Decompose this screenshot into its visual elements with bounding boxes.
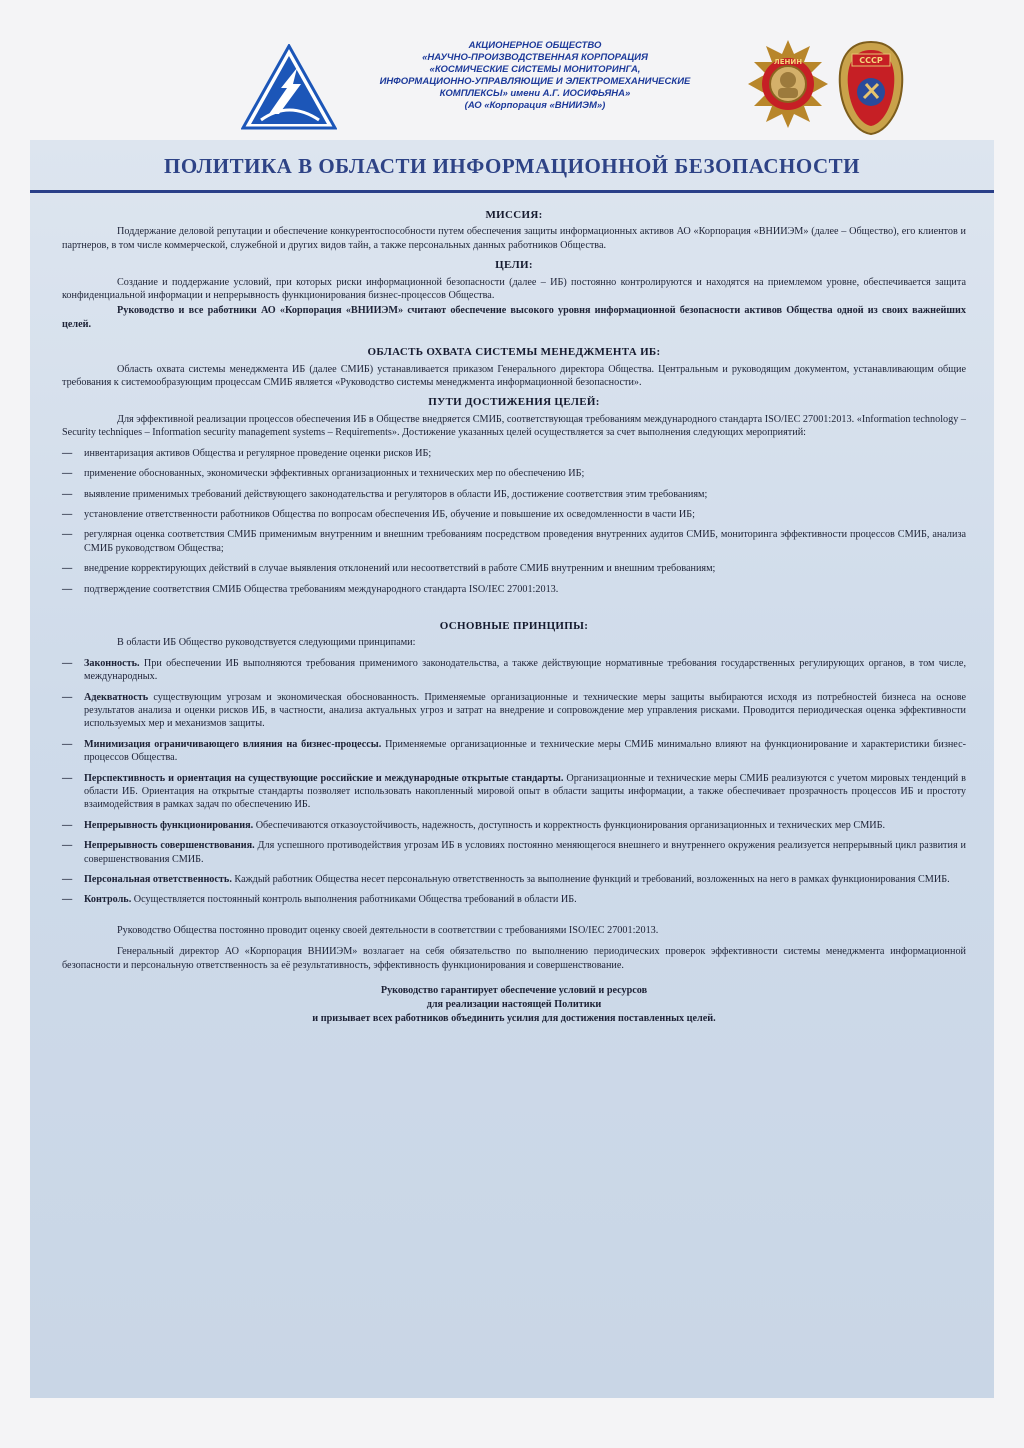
title-bar [30,150,994,190]
svg-text:ЛЕНИН: ЛЕНИН [773,58,803,66]
header [0,30,1024,140]
org-line: «НАУЧНО-ПРОИЗВОДСТВЕННАЯ КОРПОРАЦИЯ [422,52,648,63]
closing-statement-1: Руководство Общества постоянно проводит оценку своей деятельности в соответствии с требованиями ISO/IEC 27001:2013. [117,924,659,936]
goals-bold-statement: Руководство и все работники АО «Корпорация «ВНИИЭМ» считают обеспечение высокого уровня информационной безопасности активов Общества одной из своих важнейших целей. [62,305,966,330]
principle-item [62,691,966,731]
principle-item [62,839,966,866]
scope-heading: ОБЛАСТЬ ОХВАТА СИСТЕМЫ МЕНЕДЖМЕНТА ИБ: [367,346,661,359]
principle-term: Адекватность [84,691,149,703]
principle-term: Персональная ответственность. [84,874,232,886]
principle-term: Контроль. [84,894,132,906]
principle-text: Каждый работник Общества несет персональную ответственность за выполнение функций и требований, возложенных на него в рамках функционирования СМИБ. [231,874,950,886]
title-divider [30,190,994,193]
principle-term: Непрерывность совершенствования. [84,840,255,852]
principle-term: Законность. [84,657,140,669]
footer-line: Руководство гарантирует обеспечение условий и ресурсов [380,985,648,997]
principles-heading: ОСНОВНЫЕ ПРИНЦИПЫ: [439,619,589,632]
principle-text: существующим угрозам и экономическая обоснованность. Применяемые организационные и технические меры защиты выбираются исходя из потребностей бизнеса на основе результатов анализа и оценки рисков ИБ, в частности, анализа актуальных угроз и затрат на внедрение и сопровождение мер управления рисками. Проводится периодическая оценка эффективности используемых мер и механизмов защиты. [84,691,966,730]
org-line: «КОСМИЧЕСКИЕ СИСТЕМЫ МОНИТОРИНГА, [429,64,641,75]
goals-text: Создание и поддержание условий, при которых риски информационной безопасности (далее – ИБ) постоянно контролируются и находятся на приемлемом уровне, обеспечивается защита конфиденциальной информации и непрерывность функционирования бизнес-процессов Общества. [62,276,966,302]
ways-intro: Для эффективной реализации процессов обеспечения ИБ в Обществе внедряется СМИБ, соответствующая требованиям международного стандарта ISO/IEC 27001:2013. «Information technology – Security techniques – Information security management systems – Requirements». Достижение указанных целей осуществляется за счет выполнения следующих мероприятий: [62,413,966,439]
org-line: КОМПЛЕКСЫ» имени А.Г. ИОСИФЬЯНА» [439,88,631,99]
org-line: ИНФОРМАЦИОННО-УПРАВЛЯЮЩИЕ И ЭЛЕКТРОМЕХАНИЧЕСКИЕ [379,76,691,87]
ways-list-item: — подтверждение соответствия СМИБ Общества требованиям международного стандарта ISO/IEC 27001:2013. [62,583,966,596]
scope-text: Область охвата системы менеджмента ИБ (далее СМИБ) устанавливается приказом Генерального директора Общества. Центральным и руководящим документом, устанавливающим общие требования к системообразующим процессам СМИБ является «Руководство системы менеджмента информационной безопасности». [62,363,966,389]
ways-list-item: — регулярная оценка соответствия СМИБ применимым внутренним и внешним требованиям посредством проведения внутренних аудитов СМИБ, мониторинга эффективности процессов СМИБ, анализа СМИБ руководством Общества; [62,528,966,555]
organization-name [340,40,730,112]
order-of-red-banner-medal-icon [836,40,906,136]
ways-list-item: — установление ответственности работников Общества по вопросам обеспечения ИБ, обучение и повышение их осведомленности в части ИБ; [62,508,966,521]
footer-commitment [62,984,966,1026]
principle-term: Минимизация ограничивающего влияния на бизнес-процессы. [84,738,382,750]
order-of-lenin-medal-icon [746,40,830,128]
principles-intro: В области ИБ Общество руководствуется следующими принципами: [117,637,416,649]
mission-text: Поддержание деловой репутации и обеспечение конкурентоспособности путем обеспечения защиты информационных активов АО «Корпорация «ВНИИЭМ» (далее – Общество), его клиентов и партнеров, в том числе коммерческой, служебной и других видов тайн, а также персональных данных работников Общества. [62,226,966,251]
principle-item [62,738,966,765]
principle-text: Применяемые организационные и технические меры СМИБ минимально влияют на функционирование и характеристики бизнес-процессов Общества. [84,738,966,764]
ways-list-item: — внедрение корректирующих действий в случае выявления отклонений или несоответствий в работе СМИБ внутренним и внешним требованиям; [62,562,966,575]
footer-line: и призывает всех работников объединить усилия для достижения поставленных целей. [312,1013,716,1025]
policy-content [62,202,966,1026]
ways-heading: ПУТИ ДОСТИЖЕНИЯ ЦЕЛЕЙ: [428,396,600,409]
principle-text: Осуществляется постоянный контроль выполнения работниками Общества требований в области ИБ. [131,894,577,906]
principle-text: Для успешного противодействия угрозам ИБ в условиях постоянно меняющегося внешнего и внутреннего окружения реализуется непрерывный цикл развития и совершенствования СМИБ. [84,840,966,865]
principle-text: Обеспечиваются отказоустойчивость, надежность, доступность и корректность функционирования организационных и технических мер СМИБ. [253,819,886,831]
ways-list-item: — выявление применимых требований действующего законодательства и регуляторов в области ИБ, достижение соответствия этим требованиям; [62,488,966,501]
svg-text:СССР: СССР [859,56,883,65]
principle-item [62,873,966,886]
org-line: (АО «Корпорация «ВНИИЭМ») [464,100,606,111]
principle-term: Непрерывность функционирования. [84,819,254,831]
corporation-logo [241,44,337,130]
org-line: АКЦИОНЕРНОЕ ОБЩЕСТВО [468,40,602,51]
principle-term: Перспективность и ориентация на существующие российские и международные открытые стандарты. [84,772,564,784]
footer-line: для реализации настоящей Политики [426,999,602,1011]
ways-list-item: — применение обоснованных, экономически эффективных организационных и технических мер по обеспечению ИБ; [62,467,966,480]
principle-text: Организационные и технические меры СМИБ реализуются с учетом мировых тенденций в области ИБ. Ориентация на открытые стандарты позволяет использовать накопленный мировой опыт в области защиты информации, а также обеспечивает прозрачность процессов ИБ и простоту взаимодействия в рамках задач по обеспечению ИБ. [84,772,966,811]
principle-item [62,772,966,812]
page-title: ПОЛИТИКА В ОБЛАСТИ ИНФОРМАЦИОННОЙ БЕЗОПАСНОСТИ [164,154,860,178]
goals-heading: ЦЕЛИ: [495,259,533,272]
ways-list-item: — инвентаризация активов Общества и регулярное проведение оценки рисков ИБ; [62,447,966,460]
closing-statement-2: Генеральный директор АО «Корпорация ВНИИЭМ» возлагает на себя обязательство по выполнению периодических проверок эффективности системы менеджмента информационной безопасности и персональную ответственность за её результативность, эффективность функционирования и совершенствование. [62,946,966,971]
principle-item [62,657,966,684]
principle-item [62,893,966,906]
principle-item [62,819,966,832]
principle-text: При обеспечении ИБ выполняются требования применимого законодательства, а также действующие нормативные требования государственных регулирующих органов, в том числе, международных. [84,657,966,683]
mission-heading: МИССИЯ: [485,209,543,221]
